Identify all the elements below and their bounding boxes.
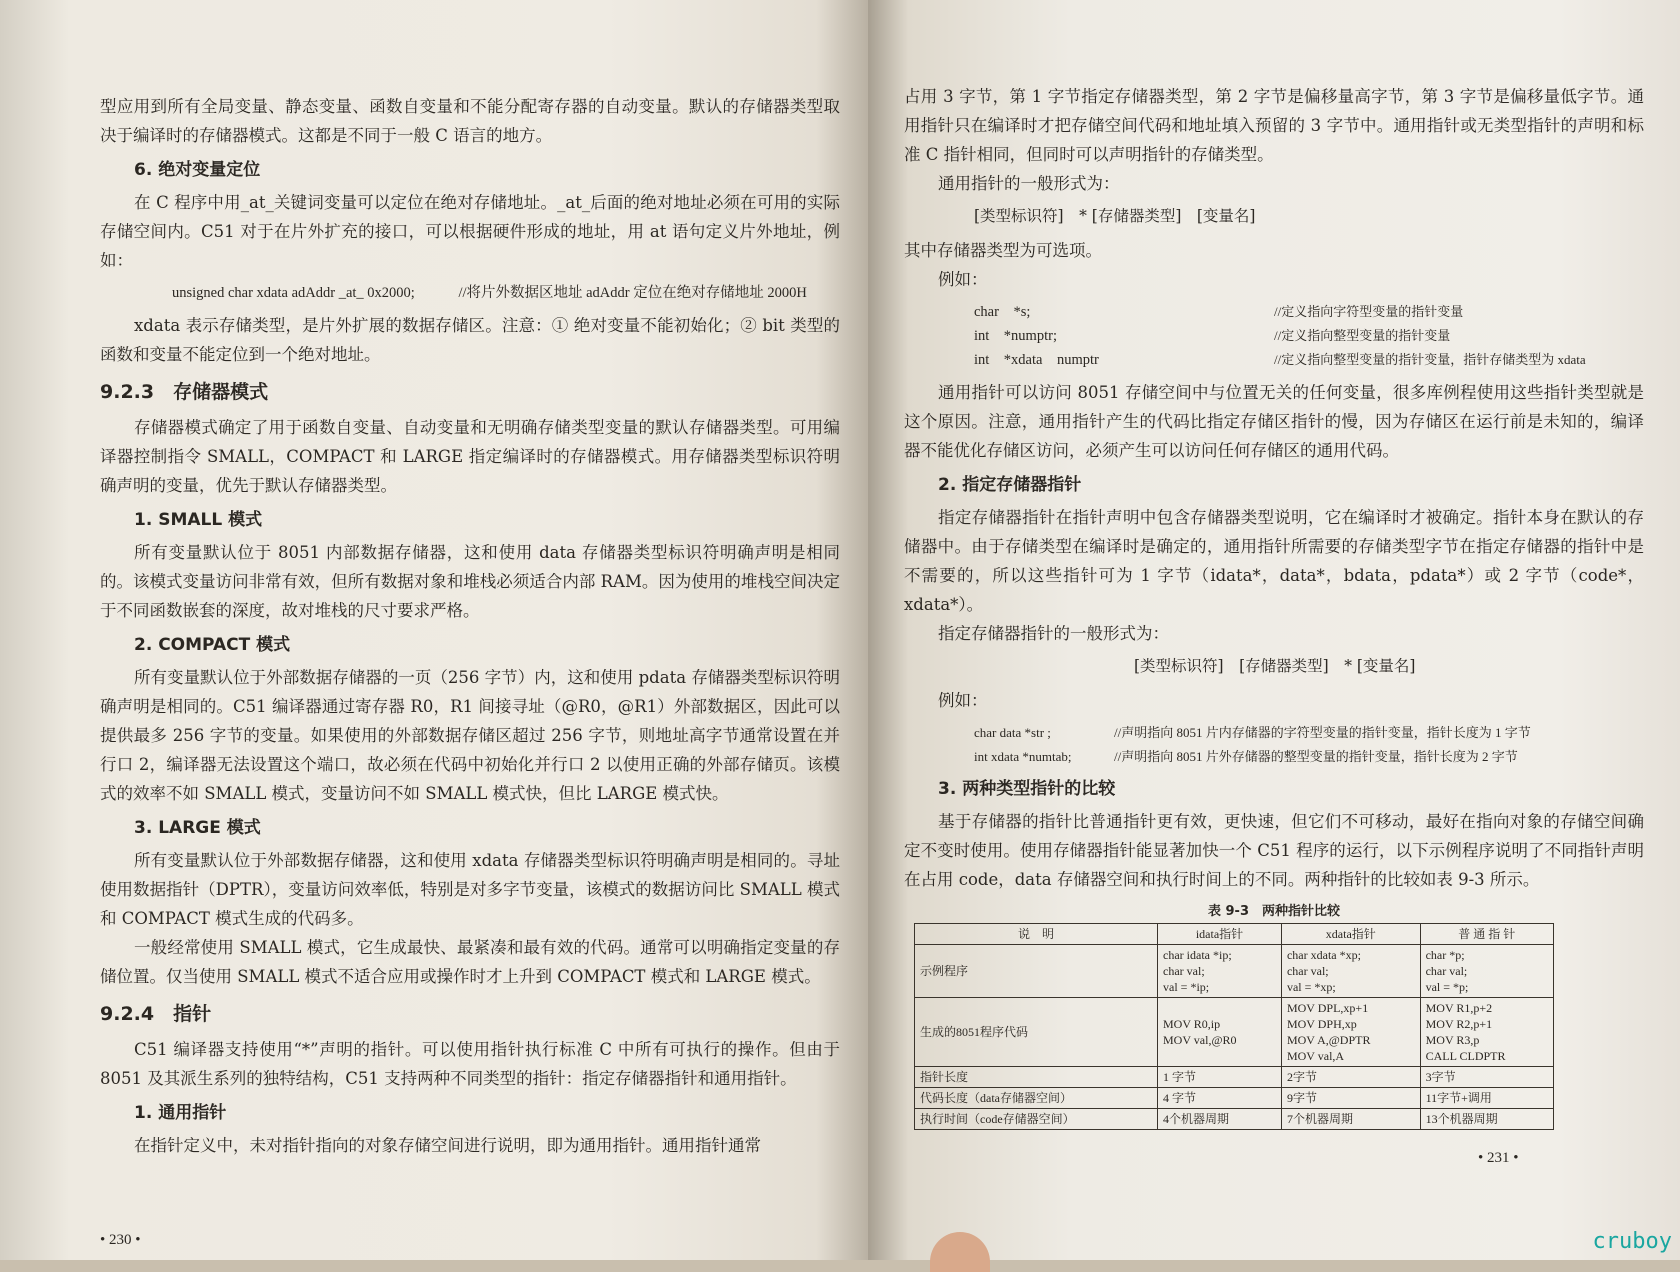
right-page-content (904, 82, 1644, 1130)
table-cell: 生成的8051程序代码 (915, 998, 1158, 1067)
table-cell: 执行时间（code存储器空间） (915, 1109, 1158, 1130)
code-absolute (100, 281, 840, 305)
table-cell: char *p; char val; val = *p; (1420, 945, 1553, 998)
table-title: 表 9-3 两种指针比较 (1207, 904, 1340, 919)
table-cell: 1 字节 (1158, 1067, 1282, 1088)
paragraph-absolute: 在 C 程序中用_at_关键词变量可以定位在绝对存储地址。_at_后面的绝对地址必须在可用的实际存储空间内。C51 对于在片外扩充的接口，可以根据硬件形成的地址，用 at 语句定义片外地址，例如： (100, 193, 840, 270)
code-line: char data *str ; (974, 725, 1051, 740)
table-cell: MOV R1,p+2 MOV R2,p+1 MOV R3,p CALL CLDPTR (1420, 998, 1553, 1067)
heading-pointer-comparison: 3. 两种类型指针的比较 (938, 779, 1116, 799)
code-comment: //定义指向整型变量的指针变量 (1274, 328, 1451, 343)
paragraph-large-model: 所有变量默认位于外部数据存储器，这和使用 xdata 存储器类型标识符明确声明是相同的。寻址使用数据指针（DPTR），变量访问效率低，特别是对多字节变量，该模式的数据访问比 SMALL 模式和 COMPACT 模式生成的代码多。 (100, 851, 840, 928)
code-row (974, 348, 1644, 372)
code-generic-examples (904, 300, 1644, 372)
table-header: 说 明 (915, 924, 1158, 945)
memory-specific-pointer-form: [类型标识符] [存储器类型] * [变量名] (1134, 657, 1416, 675)
table-cell: 13个机器周期 (1420, 1109, 1553, 1130)
table-cell: 指针长度 (915, 1067, 1158, 1088)
page-number-right: • 231 • (1478, 1150, 1519, 1166)
heading-9-2-4: 9.2.4 指针 (100, 1003, 212, 1025)
table-row (915, 998, 1554, 1067)
heading-generic-pointer: 1. 通用指针 (134, 1103, 227, 1123)
table-row (915, 1109, 1554, 1130)
code-line: char *s; (974, 304, 1031, 320)
table-cell: 7个机器周期 (1281, 1109, 1420, 1130)
table-header: idata指针 (1158, 924, 1282, 945)
heading-small-model: 1. SMALL 模式 (134, 510, 263, 530)
left-page-content (100, 92, 840, 1160)
paragraph-general-usage: 一般经常使用 SMALL 模式，它生成最快、最紧凑和最有效的代码。通常可以明确指定变量的存储位置。仅当使用 SMALL 模式不适合应用或操作时才上升到 COMPACT 模式和 LARGE 模式。 (100, 938, 840, 986)
table-row (915, 1067, 1554, 1088)
paragraph-small-model: 所有变量默认位于 8051 内部数据存储器，这和使用 data 存储器类型标识符明确声明是相同的。该模式变量访问非常有效，但所有数据对象和堆栈必须适合内部 RAM。因为使用的堆栈空间决定于不同函数嵌套的深度，故对堆栈的尺寸要求严格。 (100, 543, 840, 620)
paragraph-continued: 占用 3 字节，第 1 字节指定存储器类型，第 2 字节是偏移量高字节，第 3 字节是偏移量低字节。通用指针只在编译时才把存储空间代码和地址填入预留的 3 字节中。通用指针或无类型指针的声明和标准 C 指针相同，但同时可以声明指针的存储类型。 (904, 87, 1644, 164)
table-header-row (915, 924, 1554, 945)
table-row (915, 1088, 1554, 1109)
paragraph-form-intro: 通用指针的一般形式为： (938, 174, 1120, 193)
watermark: cruboy (1592, 1229, 1672, 1254)
paragraph-form-intro-2: 指定存储器指针的一般形式为： (938, 624, 1169, 643)
code-row (974, 300, 1644, 324)
table-cell: 3字节 (1420, 1067, 1553, 1088)
paragraph-generic-access: 通用指针可以访问 8051 存储空间中与位置无关的任何变量，很多库例程使用这些指针类型就是这个原因。注意，通用指针产生的代码比指定存储区指针的慢，因为存储区在运行前是未知的，编译器不能优化存储区访问，必须产生可以访问任何存储区的通用代码。 (904, 383, 1644, 460)
code-comment: //声明指向 8051 片外存储器的整型变量的指针变量，指针长度为 2 字节 (1114, 749, 1518, 764)
code-row (974, 721, 1644, 745)
paragraph-memory-model: 存储器模式确定了用于函数自变量、自动变量和无明确存储类型变量的默认存储器类型。可用编译器控制指令 SMALL，COMPACT 和 LARGE 指定编译时的存储器模式。用存储器类型标识符明确声明的变量，优先于默认存储器类型。 (100, 418, 840, 495)
pointer-comparison-table (914, 923, 1554, 1130)
paragraph-pointers: C51 编译器支持使用“*”声明的指针。可以使用指针执行标准 C 中所有可执行的操作。但由于 8051 及其派生系列的独特结构，C51 支持两种不同类型的指针：指定存储器指针和通用指针。 (100, 1040, 840, 1088)
heading-absolute-variable: 6. 绝对变量定位 (134, 160, 261, 180)
code-comment: //定义指向字符型变量的指针变量 (1274, 304, 1464, 319)
table-cell: char xdata *xp; char val; val = *xp; (1281, 945, 1420, 998)
paragraph-comparison: 基于存储器的指针比普通指针更有效，更快速，但它们不可移动，最好在指向对象的存储空间确定不变时使用。使用存储器指针能显著加快一个 C51 程序的运行，以下示例程序说明了不同指针声明在占用 code，data 存储器空间和执行时间上的不同。两种指针的比较如表 9-3 所示。 (904, 812, 1644, 889)
paragraph-generic-pointer: 在指针定义中，未对指针指向的对象存储空间进行说明，即为通用指针。通用指针通常 (134, 1136, 761, 1155)
table-header: 普 通 指 针 (1420, 924, 1553, 945)
right-page (868, 0, 1680, 1260)
paragraph-example-2: 例如： (938, 691, 988, 710)
generic-pointer-form: [类型标识符] * [存储器类型] [变量名] (974, 207, 1256, 225)
table-cell: 2字节 (1281, 1067, 1420, 1088)
heading-compact-model: 2. COMPACT 模式 (134, 635, 291, 655)
table-cell: 9字节 (1281, 1088, 1420, 1109)
paragraph-memory-specific: 指定存储器指针在指针声明中包含存储器类型说明，它在编译时才被确定。指针本身在默认的存储器中。由于存储类型在编译时是确定的，通用指针所需要的存储类型字节在指定存储器的指针中是不需要的，所以这些指针可为 1 字节（idata*，data*，bdata，pdata*）或 2 字节（code*，xdata*）。 (904, 508, 1644, 614)
table-cell: 4个机器周期 (1158, 1109, 1282, 1130)
page-number-left: • 230 • (100, 1232, 141, 1248)
table-cell: char idata *ip; char val; val = *ip; (1158, 945, 1282, 998)
code-line: int xdata *numtab; (974, 749, 1072, 764)
paragraph-compact-model: 所有变量默认位于外部数据存储器的一页（256 字节）内，这和使用 pdata 存储器类型标识符明确声明是相同的。C51 编译器通过寄存器 R0，R1 间接寻址（@R0，@R1）外部数据区，因此可以提供最多 256 字节的变量。如果使用的外部数据存储区超过 256 字节，则地址高字节通常设置在并行口 2，编译器无法设置这个端口，故必须在代码中初始化并行口 2 以使用正确的外部存储页。该模式的效率不如 SMALL 模式，变量访问不如 SMALL 模式快，但比 LARGE 模式快。 (100, 668, 840, 803)
paragraph-example-1: 例如： (938, 270, 988, 289)
code-comment: //声明指向 8051 片内存储器的字符型变量的指针变量，指针长度为 1 字节 (1114, 725, 1531, 740)
table-cell: MOV DPL,xp+1 MOV DPH,xp MOV A,@DPTR MOV val,A (1281, 998, 1420, 1067)
heading-memory-specific-pointer: 2. 指定存储器指针 (938, 475, 1082, 495)
table-cell: 代码长度（data存储器空间） (915, 1088, 1158, 1109)
heading-9-2-3: 9.2.3 存储器模式 (100, 381, 269, 403)
table-header: xdata指针 (1281, 924, 1420, 945)
code-line: int *xdata numptr (974, 352, 1099, 368)
paragraph-optional: 其中存储器类型为可选项。 (904, 241, 1102, 260)
table-cell: 4 字节 (1158, 1088, 1282, 1109)
table-cell: 11字节+调用 (1420, 1088, 1553, 1109)
code-comment: //定义指向整型变量的指针变量，指针存储类型为 xdata (1274, 352, 1586, 367)
code-memspec-examples (904, 721, 1644, 769)
code-line: unsigned char xdata adAddr _at_ 0x2000; (172, 285, 415, 301)
code-row (974, 745, 1644, 769)
code-comment: //将片外数据区地址 adAddr 定位在绝对存储地址 2000H (458, 285, 807, 301)
code-row (974, 324, 1644, 348)
paragraph-intro: 型应用到所有全局变量、静态变量、函数自变量和不能分配寄存器的自动变量。默认的存储器类型取决于编译时的存储器模式。这都是不同于一般 C 语言的地方。 (100, 97, 840, 145)
paragraph-xdata: xdata 表示存储类型，是片外扩展的数据存储区。注意：① 绝对变量不能初始化；② bit 类型的函数和变量不能定位到一个绝对地址。 (100, 316, 840, 364)
code-line: int *numptr; (974, 328, 1057, 344)
table-cell: MOV R0,ip MOV val,@R0 (1158, 998, 1282, 1067)
table-row (915, 945, 1554, 998)
table-cell: 示例程序 (915, 945, 1158, 998)
heading-large-model: 3. LARGE 模式 (134, 818, 261, 838)
